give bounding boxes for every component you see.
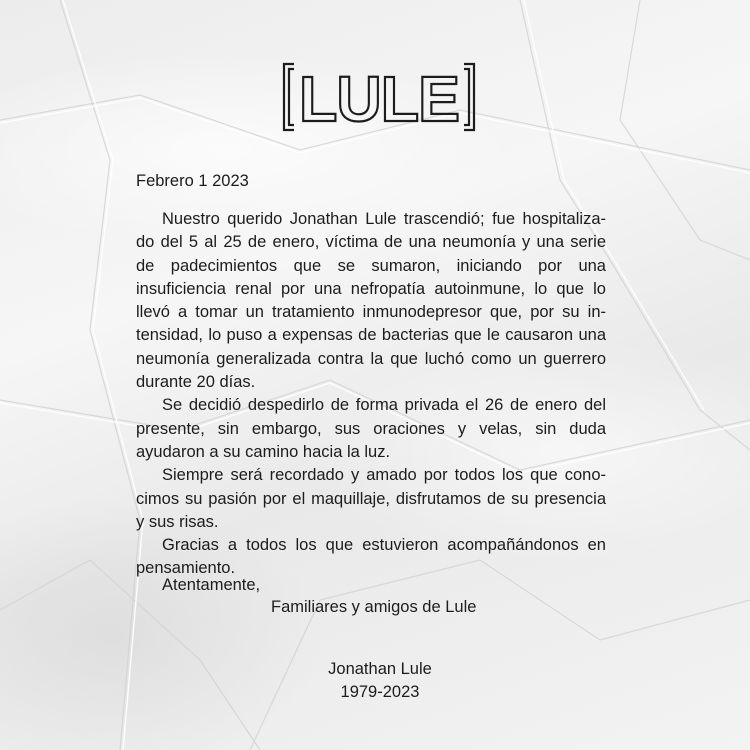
text-line: cimos su pasión por el maquillaje, disfrutamos de su presencia <box>136 489 606 508</box>
paragraph-1 <box>136 208 606 394</box>
paragraph-3 <box>136 464 606 534</box>
text-line: tensidad, lo puso a expensas de bacterias que le causaron una <box>136 326 606 345</box>
text-line: y sus risas. <box>136 512 219 531</box>
text-line: do del 5 al 25 de enero, víctima de una neumonía y una serie <box>136 233 606 252</box>
text-line: Gracias a todos los que estuvieron acompañándonos en <box>162 536 606 555</box>
svg-text:LULE: LULE <box>299 63 459 132</box>
text-line: presente, sin embargo, sus oraciones y velas, sin duda <box>136 419 606 438</box>
text-line: llevó a tomar un tratamiento inmunodepresor que, por su in- <box>136 303 606 322</box>
letter-signature: Familiares y amigos de Lule <box>271 598 477 616</box>
text-line: neumonía generalizada contra la que luchó como un guerrero <box>136 349 606 368</box>
text-line: Nuestro querido Jonathan Lule trascendió; fue hospitaliza- <box>162 210 606 228</box>
lule-logo <box>280 62 478 132</box>
text-line: de padecimientos que se sumaron, iniciando por una <box>136 256 606 275</box>
text-line: Se decidió despedirlo de forma privada el 26 de enero del <box>162 396 606 415</box>
text-line: insuficiencia renal por una nefropatía autoinmune, lo que lo <box>136 279 606 298</box>
letter-date: Febrero 1 2023 <box>136 172 249 190</box>
memorial-block <box>230 658 530 704</box>
text-line: durante 20 días. <box>136 373 256 392</box>
letter-body <box>136 208 606 581</box>
paragraph-2 <box>136 394 606 464</box>
text-line: ayudaron a su camino hacia la luz. <box>136 442 391 461</box>
memorial-years: 1979-2023 <box>340 683 420 701</box>
memorial-name: Jonathan Lule <box>328 660 432 678</box>
text-line: Siempre será recordado y amado por todos los que cono- <box>162 466 606 485</box>
text-line: pensamiento. <box>136 559 236 578</box>
letter-closing: Atentamente, <box>162 576 261 594</box>
